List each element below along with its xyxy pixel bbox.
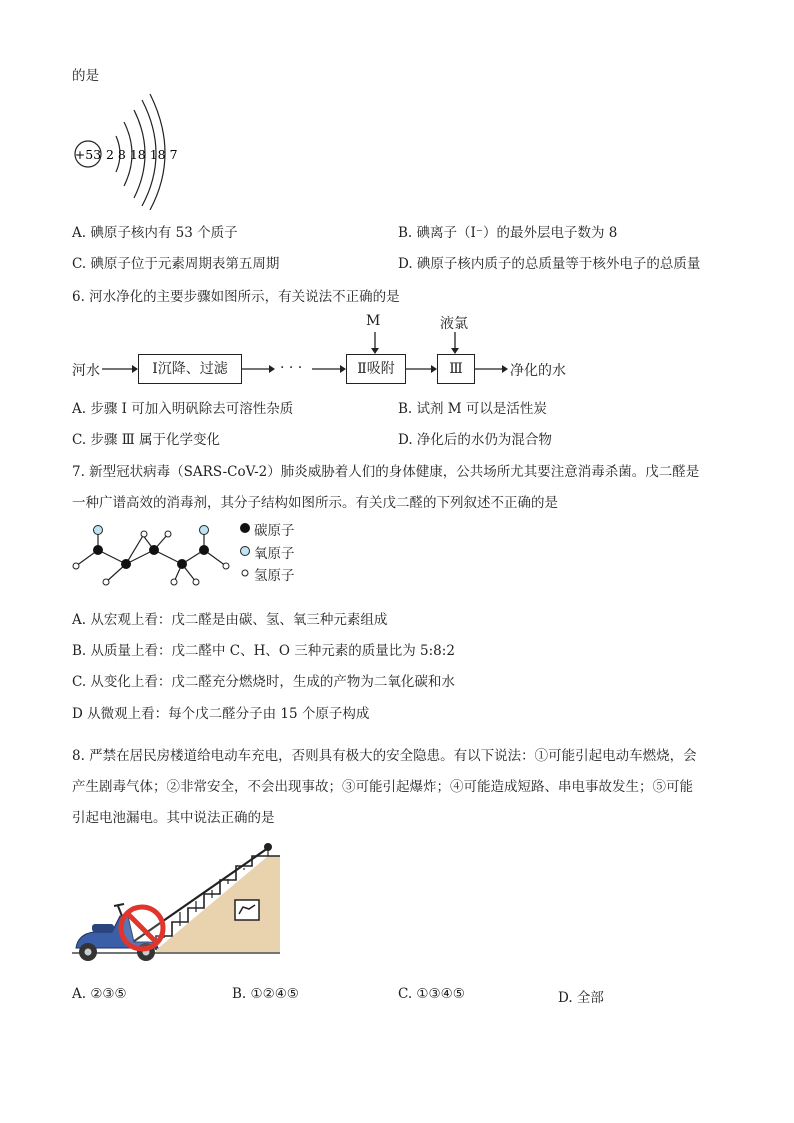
arrow-icon xyxy=(405,361,437,377)
arrow-icon xyxy=(102,361,138,377)
q8-option-c: C. ①③④⑤ xyxy=(398,986,465,1002)
hydrogen-atom xyxy=(141,531,147,537)
oxygen-atom xyxy=(94,526,103,535)
arrow-icon xyxy=(312,361,346,377)
carbon-atom xyxy=(93,545,103,555)
q5-option-d: D. 碘原子核内质子的总质量等于核外电子的总质量 xyxy=(398,256,701,272)
q8-stem-line-3: 引起电池漏电。其中说法正确的是 xyxy=(72,810,275,826)
power-socket-icon xyxy=(235,900,259,920)
iodine-atom-structure-diagram xyxy=(72,92,182,210)
rail-knob xyxy=(264,843,272,851)
q5-option-c: C. 碘原子位于元素周期表第五周期 xyxy=(72,256,280,272)
hydrogen-atom xyxy=(223,563,229,569)
q7-option-a: A. 从宏观上看：戊二醛是由碳、氢、氧三种元素组成 xyxy=(72,612,388,628)
q8-option-b: B. ①②④⑤ xyxy=(232,986,299,1002)
q6-option-c: C. 步骤 Ⅲ 属于化学变化 xyxy=(72,432,221,448)
legend-hydrogen: 氢原子 xyxy=(254,568,295,584)
q5-option-a: A. 碘原子核内有 53 个质子 xyxy=(72,225,238,241)
flow-step-2: Ⅱ吸附 xyxy=(346,354,406,384)
flow-ellipsis: · · · xyxy=(280,360,303,376)
carbon-atom xyxy=(177,559,187,569)
no-charging-in-stairwell-illustration xyxy=(72,838,284,970)
flow-step-1: Ⅰ沉降、过滤 xyxy=(138,354,242,384)
arrow-down-icon xyxy=(450,332,460,354)
q7-option-d: D 从微观上看：每个戊二醛分子由 15 个原子构成 xyxy=(72,706,370,722)
electron-counts: 2 8 18 18 7 xyxy=(106,147,178,162)
q7-stem-line-1: 7. 新型冠状病毒（SARS-CoV-2）肺炎威胁着人们的身体健康，公共场所尤其要注意消毒杀菌。戊二醛是 xyxy=(72,464,700,480)
q6-option-b: B. 试剂 M 可以是活性炭 xyxy=(398,401,547,417)
hydrogen-atom xyxy=(103,579,109,585)
oxygen-atom xyxy=(200,526,209,535)
arrow-down-icon xyxy=(370,332,380,354)
q8-option-d: D. 全部 xyxy=(558,990,604,1006)
flow-result: 净化的水 xyxy=(510,363,566,379)
hydrogen-atom xyxy=(193,579,199,585)
q8-stem-line-2: 产生剧毒气体；②非常安全，不会出现事故；③可能引起爆炸；④可能造成短路、串电事故发生；⑤可能 xyxy=(72,779,693,795)
hydrogen-atom xyxy=(171,579,177,585)
arrow-icon xyxy=(474,361,508,377)
flow-source: 河水 xyxy=(72,363,100,379)
q8-option-a: A. ②③⑤ xyxy=(72,986,127,1002)
carbon-atom xyxy=(121,559,131,569)
q7-option-b: B. 从质量上看：戊二醛中 C、H、O 三种元素的质量比为 5:8:2 xyxy=(72,643,455,659)
no-entry-sign-icon xyxy=(121,907,163,949)
carbon-atom xyxy=(199,545,209,555)
q7-option-c: C. 从变化上看：戊二醛充分燃烧时，生成的产物为二氧化碳和水 xyxy=(72,674,455,690)
legend-oxygen: 氧原子 xyxy=(254,546,295,562)
hydrogen-atom xyxy=(73,563,79,569)
q6-stem: 6. 河水净化的主要步骤如图所示，有关说法不正确的是 xyxy=(72,289,400,305)
legend-carbon: 碳原子 xyxy=(254,523,295,539)
oxygen-legend-icon xyxy=(238,544,252,558)
carbon-legend-icon xyxy=(238,521,252,535)
q8-stem-line-1: 8. 严禁在居民房楼道给电动车充电，否则具有极大的安全隐患。有以下说法：①可能引起电动车燃烧，会 xyxy=(72,748,697,764)
arrow-icon xyxy=(241,361,275,377)
hydrogen-legend-icon xyxy=(238,566,252,580)
nucleus-charge: +53 xyxy=(74,147,102,162)
glutaraldehyde-molecule-model xyxy=(70,522,230,588)
reagent-m-label: M xyxy=(366,313,381,329)
stair-wall xyxy=(156,856,280,952)
q7-stem-line-2: 一种广谱高效的消毒剂，其分子结构如图所示。有关戊二醛的下列叙述不正确的是 xyxy=(72,495,558,511)
question-stem-tail: 的是 xyxy=(72,68,99,84)
q5-option-b: B. 碘离子（I⁻）的最外层电子数为 8 xyxy=(398,225,618,241)
flow-step-3: Ⅲ xyxy=(437,354,475,384)
q6-option-a: A. 步骤 Ⅰ 可加入明矾除去可溶性杂质 xyxy=(72,401,294,417)
hydrogen-atom xyxy=(165,531,171,537)
reagent-chlorine-label: 液氯 xyxy=(440,316,468,332)
q6-option-d: D. 净化后的水仍为混合物 xyxy=(398,432,552,448)
carbon-atom xyxy=(149,545,159,555)
